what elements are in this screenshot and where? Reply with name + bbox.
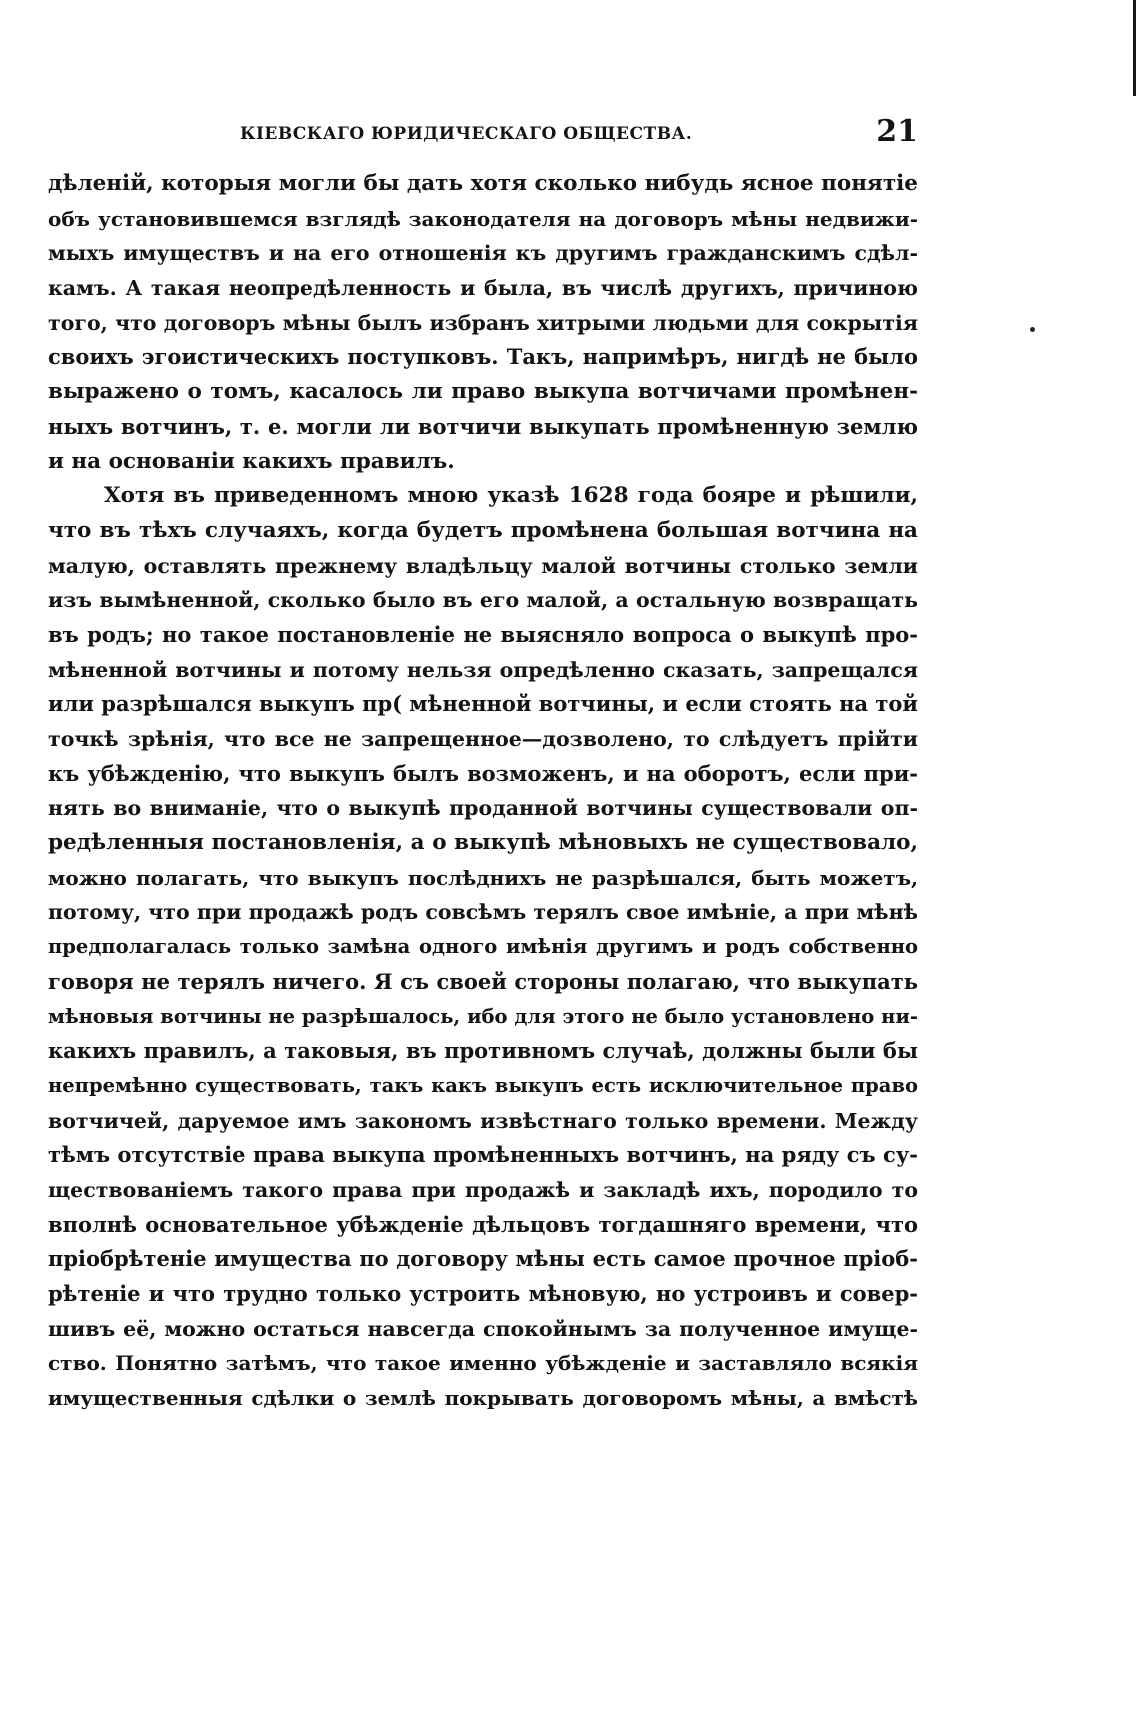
text-line: выражено о томъ, касалось ли право выкупа вотчичами промѣнен- <box>48 379 918 405</box>
text-line: малую, оставлять прежнему владѣльцу малой вотчины столько земли <box>48 553 918 578</box>
text-line: ство. Понятно затѣмъ, что такое именно убѣжденіе и заставляло всякія <box>48 1351 918 1376</box>
page-number: 21 <box>876 114 918 149</box>
text-line: предполагалась только замѣна одного имѣнія другимъ и родъ собственно <box>48 935 918 959</box>
paragraph-2 <box>48 479 918 1416</box>
text-line: вотчичей, даруемое имъ закономъ извѣстнаго только времени. Между <box>48 1108 918 1133</box>
text-line: мѣновыя вотчины не разрѣшалось, ибо для этого не было установлено ни- <box>48 1004 918 1028</box>
text-line: говоря не терялъ ничего. Я съ своей стороны полагаю, что выкупать <box>48 968 918 994</box>
body-text <box>48 167 918 1416</box>
text-line: имущественныя сдѣлки о землѣ покрывать договоромъ мѣны, а вмѣстѣ <box>48 1386 918 1411</box>
stray-ink-dot <box>1030 327 1035 332</box>
text-line: что въ тѣхъ случаяхъ, когда будетъ промѣнена большая вотчина на <box>48 517 918 543</box>
text-line: рѣтеніе и что трудно только устроить мѣновую, но устроивъ и совер- <box>48 1281 918 1306</box>
text-line: непремѣнно существовать, такъ какъ выкупъ есть исключительное право <box>48 1073 918 1097</box>
text-line: можно полагать, что выкупъ послѣднихъ не разрѣшался, быть можетъ, <box>48 865 918 890</box>
text-line: нять во вниманіе, что о выкупѣ проданной вотчины существовали оп- <box>48 796 918 821</box>
page-header <box>48 114 918 154</box>
text-line: въ родъ; но такое постановленіе не выясняло вопроса о выкупѣ про- <box>48 621 918 647</box>
text-line: и на основаніи какихъ правилъ. <box>48 448 455 474</box>
text-line: мѣненной вотчины и потому нельзя опредѣленно сказать, запрещался <box>48 657 918 682</box>
running-title: КІЕВСКАГО ЮРИДИЧЕСКАГО ОБЩЕСТВА. <box>240 124 693 144</box>
text-line: къ убѣжденію, что выкупъ былъ возможенъ, и на оборотъ, если при- <box>48 760 918 786</box>
scan-edge-shadow <box>1133 0 1136 96</box>
text-line: изъ вымѣненной, сколько было въ его малой, а остальную возвращать <box>48 588 918 613</box>
text-line: дѣленій, которыя могли бы дать хотя сколько нибудь ясное понятіе <box>48 171 918 196</box>
text-line: тѣмъ отсутствіе права выкупа промѣненныхъ вотчинъ, на ряду съ су- <box>48 1142 918 1168</box>
text-line: точкѣ зрѣнія, что все не запрещенное—дозволено, то слѣдуетъ прійти <box>48 727 918 751</box>
text-line: вполнѣ основательное убѣжденіе дѣльцовъ тогдашняго времени, что <box>48 1211 918 1237</box>
text-line: какихъ правилъ, а таковыя, въ противномъ случаѣ, должны были бы <box>48 1038 918 1064</box>
text-line: камъ. А такая неопредѣленность и была, въ числѣ другихъ, причиною <box>48 276 918 301</box>
text-line: редѣленныя постановленія, а о выкупѣ мѣновыхъ не существовало, <box>48 830 918 856</box>
text-line: своихъ эгоистическихъ поступковъ. Такъ, напримѣръ, нигдѣ не было <box>48 344 918 370</box>
text-line: ществованіемъ такого права при продажѣ и закладѣ ихъ, породило то <box>48 1177 918 1202</box>
text-line: объ установившемся взглядѣ законодателя на договоръ мѣны недвижи- <box>48 206 918 231</box>
text-line: потому, что при продажѣ родъ совсѣмъ терялъ свое имѣніе, а при мѣнѣ <box>48 900 918 925</box>
text-line: того, что договоръ мѣны былъ избранъ хитрыми людьми для сокрытія <box>48 310 918 335</box>
paragraph-1 <box>48 167 918 479</box>
text-line: или разрѣшался выкупъ пр( мѣненной вотчины, и если стоять на той <box>48 691 918 717</box>
text-line: шивъ её, можно остаться навсегда спокойнымъ за полученное имуще- <box>48 1316 918 1341</box>
text-line: мыхъ имуществъ и на его отношенія къ другимъ гражданскимъ сдѣл- <box>48 241 918 266</box>
text-line: Хотя въ приведенномъ мною указѣ 1628 года бояре и рѣшили, <box>104 483 918 509</box>
text-line: пріобрѣтеніе имущества по договору мѣны есть самое прочное пріоб- <box>48 1246 918 1272</box>
text-line: ныхъ вотчинъ, т. е. могли ли вотчичи выкупать промѣненную землю <box>48 413 918 439</box>
